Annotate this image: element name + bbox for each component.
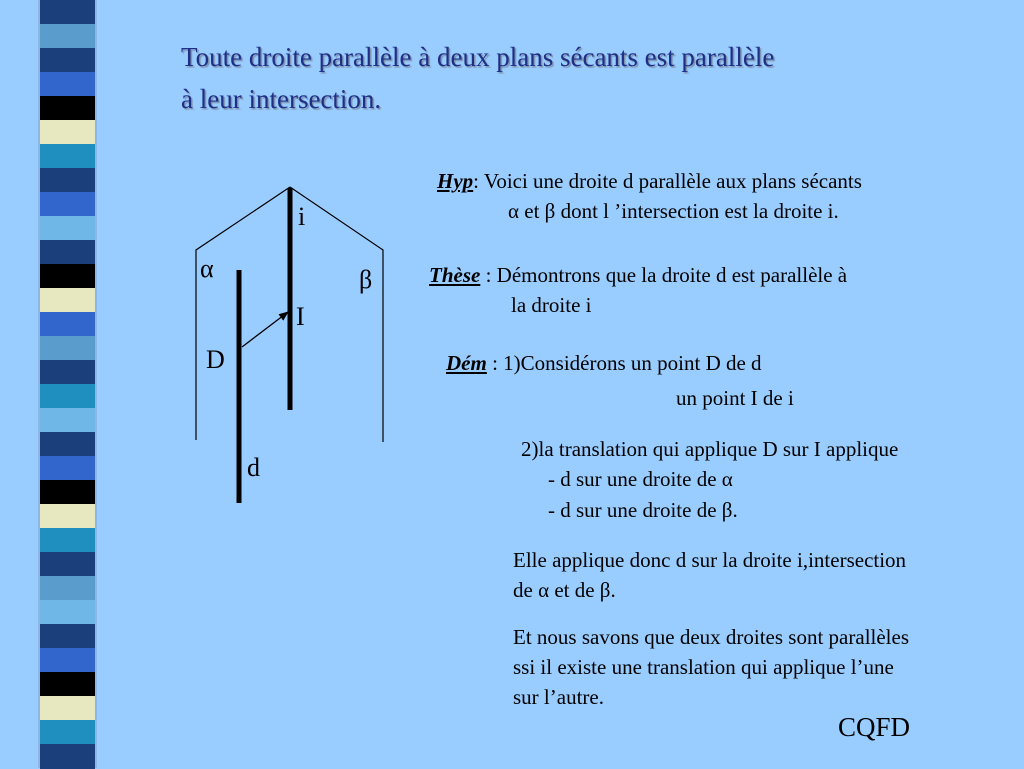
- conclusion-1-line-1: Elle applique donc d sur la droite i,intersection: [513, 548, 907, 572]
- hypothesis-line-2: α et β dont l ’intersection est la droite i.: [508, 199, 839, 223]
- thesis-line-2: la droite i: [511, 293, 592, 317]
- demonstration-line-1: Dém : 1)Considérons un point D de d: [446, 351, 762, 375]
- conclusion-2-line-1: Et nous savons que deux droites sont parallèles: [513, 625, 910, 649]
- label-D: D: [206, 345, 225, 374]
- thesis-label: Thèse: [429, 263, 481, 287]
- translation-arrow: [242, 312, 288, 347]
- conclusion-1-line-2: de α et de β.: [513, 578, 616, 602]
- label-d: d: [247, 453, 260, 482]
- plane-alpha-outline: [196, 187, 290, 440]
- label-i: i: [298, 202, 306, 231]
- step2-line-3: - d sur une droite de β.: [548, 498, 738, 522]
- label-alpha: α: [200, 254, 214, 283]
- conclusion-2-line-3: sur l’autre.: [513, 685, 604, 709]
- label-beta: β: [359, 265, 373, 294]
- cqfd-mark: CQFD: [838, 712, 911, 742]
- label-I: I: [296, 302, 305, 331]
- step2-line-2: - d sur une droite de α: [548, 467, 733, 491]
- demonstration-label: Dém: [446, 351, 487, 375]
- thesis-line-1: Thèse : Démontrons que la droite d est parallèle à: [429, 263, 848, 287]
- conclusion-2-line-2: ssi il existe une translation qui applique l’une: [513, 655, 894, 679]
- demonstration-line-2: un point I de i: [676, 386, 794, 410]
- hypothesis-label: Hyp: [437, 169, 474, 193]
- title-line-2: à leur intersection.: [181, 84, 382, 114]
- hypothesis-line-1: Hyp: Voici une droite d parallèle aux plans sécants: [437, 169, 862, 193]
- title-line-1: Toute droite parallèle à deux plans sécants est parallèle: [181, 42, 775, 72]
- step2-line-1: 2)la translation qui applique D sur I applique: [521, 437, 899, 461]
